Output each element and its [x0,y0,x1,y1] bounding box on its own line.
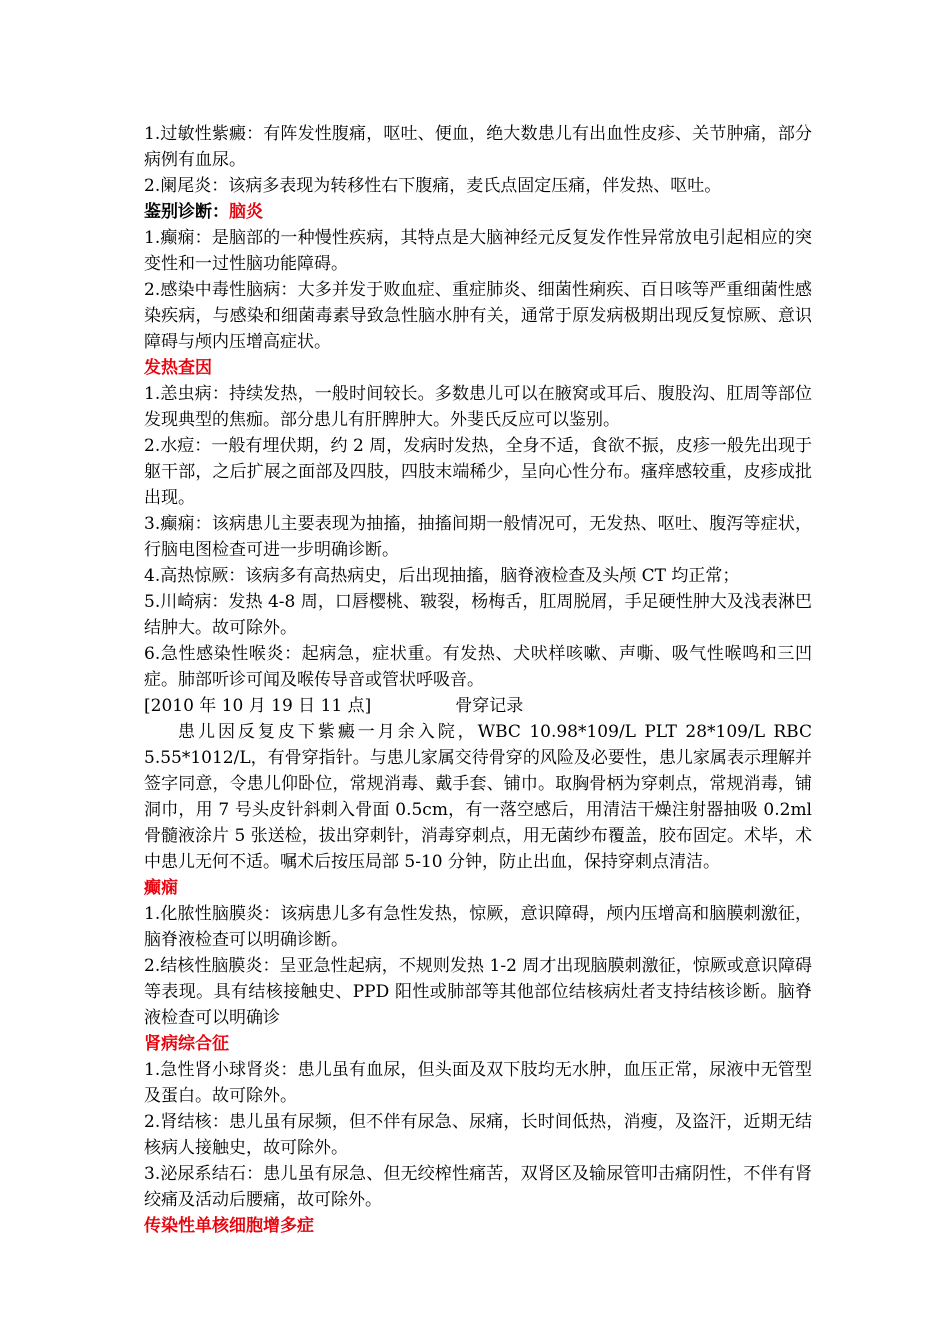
heading-title: 脑炎 [229,202,263,222]
section-heading: 发热查因 [144,358,212,378]
paragraph: 1.急性肾小球肾炎：患儿虽有血尿，但头面及双下肢均无水肿，血压正常，尿液中无管型及蛋白。故可除外。 [144,1060,812,1106]
document-page [144,121,812,1239]
paragraph: 6.急性感染性喉炎：起病急，症状重。有发热、犬吠样咳嗽、声嘶、吸气性喉鸣和三凹症。肺部听诊可闻及喉传导音或管状呼吸音。 [144,644,812,690]
paragraph: 1.癫痫：是脑部的一种慢性疾病，其特点是大脑神经元反复发作性异常放电引起相应的突变性和一过性脑功能障碍。 [144,228,812,274]
record-date: [2010 年 10 月 19 日 11 点] [144,696,372,716]
paragraph: 1.过敏性紫癜：有阵发性腹痛，呕吐、便血，绝大数患儿有出血性皮疹、关节肿痛，部分病例有血尿。 [144,124,812,170]
section-heading: 肾病综合征 [144,1034,229,1054]
paragraph: 2.水痘：一般有埋伏期，约 2 周，发病时发热，全身不适，食欲不振，皮疹一般先出现于躯干部，之后扩展之面部及四肢，四肢末端稀少，呈向心性分布。瘙痒感较重，皮疹成批出现。 [144,436,812,508]
section-heading [144,199,812,225]
paragraph: 3.泌尿系结石：患儿虽有尿急、但无绞榨性痛苦，双肾区及输尿管叩击痛阴性，不伴有肾绞痛及活动后腰痛，故可除外。 [144,1164,812,1210]
record-header [144,693,812,719]
section-heading: 传染性单核细胞增多症 [144,1216,314,1236]
paragraph: 2.肾结核：患儿虽有尿频，但不伴有尿急、尿痛，长时间低热，消瘦，及盗汗，近期无结核病人接触史，故可除外。 [144,1112,812,1158]
paragraph: 5.川崎病：发热 4-8 周，口唇樱桃、皲裂，杨梅舌，肛周脱屑，手足硬性肿大及浅表淋巴结肿大。故可除外。 [144,592,812,638]
paragraph: 1.恙虫病：持续发热，一般时间较长。多数患儿可以在腋窝或耳后、腹股沟、肛周等部位发现典型的焦痂。部分患儿有肝脾肿大。外斐氏反应可以鉴别。 [144,384,812,430]
paragraph: 2.感染中毒性脑病：大多并发于败血症、重症肺炎、细菌性痢疾、百日咳等严重细菌性感染疾病，与感染和细菌毒素导致急性脑水肿有关，通常于原发病极期出现反复惊厥、意识障碍与颅内压增高症状。 [144,280,812,352]
paragraph: 4.高热惊厥：该病多有高热病史，后出现抽搐，脑脊液检查及头颅 CT 均正常； [144,566,740,586]
paragraph: 患儿因反复皮下紫癜一月余入院，WBC 10.98*109/L PLT 28*109/L RBC 5.55*1012/L，有骨穿指针。与患儿家属交待骨穿的风险及必要性，患儿家属表示理解并签字同意，令患儿仰卧位，常规消毒、戴手套、铺巾。取胸骨柄为穿刺点，常规消毒，铺洞巾，用 7 号头皮针斜刺入骨面 0.5cm，有一落空感后，用清洁干燥注射器抽吸 0.2ml 骨髓液涂片 5 张送检，拔出穿刺针，消毒穿刺点，用无菌纱布覆盖，胶布固定。术毕，术中患儿无何不适。嘱术后按压局部 5-10 分钟，防止出血，保持穿刺点清洁。 [144,722,812,872]
paragraph: 3.癫痫：该病患儿主要表现为抽搐，抽搐间期一般情况可，无发热、呕吐、腹泻等症状，行脑电图检查可进一步明确诊断。 [144,514,812,560]
paragraph: 2.阑尾炎：该病多表现为转移性右下腹痛，麦氏点固定压痛，伴发热、呕吐。 [144,176,722,196]
record-title: 骨穿记录 [455,696,524,716]
heading-prefix: 鉴别诊断： [144,202,229,222]
section-heading: 癫痫 [144,878,178,898]
paragraph: 1.化脓性脑膜炎：该病患儿多有急性发热，惊厥，意识障碍，颅内压增高和脑膜刺激征，脑脊液检查可以明确诊断。 [144,904,812,950]
paragraph: 2.结核性脑膜炎：呈亚急性起病，不规则发热 1-2 周才出现脑膜刺激征，惊厥或意识障碍等表现。具有结核接触史、PPD 阳性或肺部等其他部位结核病灶者支持结核诊断。脑脊液检查可以明确诊 [144,956,812,1028]
